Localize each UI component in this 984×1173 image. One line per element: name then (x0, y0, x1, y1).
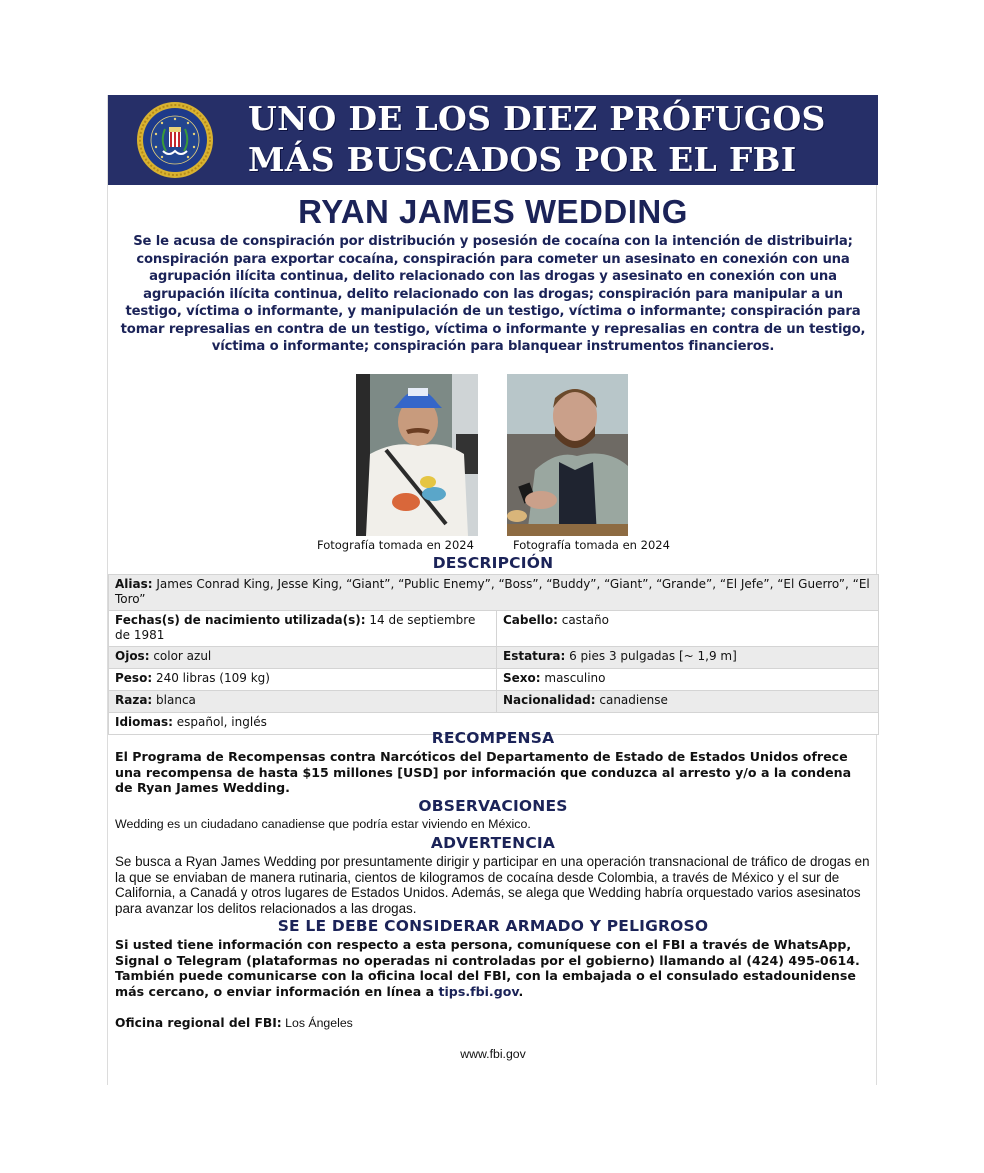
eyes-label: Ojos: (115, 649, 150, 663)
wanted-poster (107, 95, 877, 1085)
hair-cell (497, 611, 879, 647)
sex-label: Sexo: (503, 671, 541, 685)
eyes-value: color azul (149, 649, 212, 663)
height-value: 6 pies 3 pulgadas [~ 1,9 m] (565, 649, 737, 663)
fugitive-name: RYAN JAMES WEDDING (298, 193, 688, 230)
nationality-cell (497, 691, 879, 713)
field-office (115, 1016, 353, 1030)
sex-cell (497, 669, 879, 691)
hair-value: castaño (557, 613, 609, 627)
birth-label: Fechas(s) de nacimiento utilizada(s): (115, 613, 366, 627)
race-cell (109, 691, 497, 713)
tips-link[interactable]: tips.fbi.gov (438, 984, 519, 1000)
charges-text: Se le acusa de conspiración por distribución y posesión de cocaína con la intención de distribuirla; conspiración para exportar cocaína, conspiración para cometer un asesinato en conexión con una agrupación ilícita continua, delito relacionado con las drogas y asesinato en conexión con una agrupación ilícita continua, delito relacionado con las drogas; conspiración para manipular a un testigo, víctima o informante, y manipulación de un testigo, víctima o informante; conspiración para tomar represalias en contra de un testigo, víctima o informante y represalias en contra de un testigo, víctima o informante; conspiración para blanquear instrumentos financieros. (120, 234, 866, 354)
fbi-website-link[interactable]: www.fbi.gov (460, 1047, 526, 1061)
banner-title-line-2: MÁS BUSCADOS POR EL FBI (248, 140, 797, 179)
table-row (109, 575, 879, 611)
field-office-label: Oficina regional del FBI: (115, 1016, 282, 1030)
alias-value: James Conrad King, Jesse King, “Giant”, “Public Enemy”, “Boss”, “Buddy”, “Giant”, “Grande”, “El Jefe”, “El Guerro”, “El Toro” (115, 577, 870, 606)
table-row (109, 669, 879, 691)
eyes-cell (109, 647, 497, 669)
contact-text (115, 937, 873, 1000)
header-banner (108, 95, 878, 185)
armed-dangerous-title: SE LE DEBE CONSIDERAR ARMADO Y PELIGROSO (277, 917, 709, 935)
race-value: blanca (152, 693, 196, 707)
caution-text: Se busca a Ryan James Wedding por presuntamente dirigir y participar en una operación transnacional de tráfico de drogas en la que se enviaban de manera rutinaria, cientos de kilogramos de cocaína desde Colombia, a través de México y el sur de California, a Canadá y otros lugares de Estados Unidos. Además, se alega que Wedding habría orquestado varios asesinatos para avanzar los delitos relacionados a las drogas. (115, 854, 870, 917)
table-row (109, 691, 879, 713)
remarks-title: OBSERVACIONES (418, 797, 568, 815)
contact-text-body: Si usted tiene información con respecto a esta persona, comuníquese con el FBI a través de WhatsApp, Signal o Telegram (plataformas no operadas ni controladas por el gobierno) llamando al (424) 495-0614. También puede comunicarse con la oficina local del FBI, con la embajada o el consulado estadounidense más cercano, o enviar información en línea a (115, 937, 860, 1000)
description-table (108, 574, 879, 735)
nationality-value: canadiense (595, 693, 668, 707)
banner-title (248, 98, 868, 180)
banner-title-line-1: UNO DE LOS DIEZ PRÓFUGOS (248, 99, 826, 138)
reward-title: RECOMPENSA (431, 729, 555, 747)
remarks-text: Wedding es un ciudadano canadiense que podría estar viviendo en México. (115, 817, 531, 831)
weight-value: 240 libras (109 kg) (152, 671, 270, 685)
hair-label: Cabello: (503, 613, 558, 627)
alias-cell (109, 575, 879, 611)
description-title: DESCRIPCIÓN (432, 554, 554, 572)
alias-label: Alias: (115, 577, 153, 591)
photo-1-caption: Fotografía tomada en 2024 (317, 538, 474, 552)
race-label: Raza: (115, 693, 153, 707)
fugitive-photo-2 (507, 374, 628, 536)
languages-label: Idiomas: (115, 715, 173, 729)
photo-2-caption: Fotografía tomada en 2024 (513, 538, 670, 552)
weight-label: Peso: (115, 671, 153, 685)
reward-text: El Programa de Recompensas contra Narcóticos del Departamento de Estado de Estados Unidos ofrece una recompensa de hasta $15 millones [USD] por información que conduzca al arresto y/o a la condena de Ryan James Wedding. (115, 749, 852, 796)
fbi-seal-icon (136, 101, 214, 179)
height-cell (497, 647, 879, 669)
nationality-label: Nacionalidad: (503, 693, 596, 707)
sex-value: masculino (540, 671, 606, 685)
birth-value: 14 de septiembre de 1981 (115, 613, 476, 642)
birth-cell (109, 611, 497, 647)
field-office-value: Los Ángeles (281, 1016, 353, 1030)
caution-title: ADVERTENCIA (430, 834, 556, 852)
table-row (109, 611, 879, 647)
weight-cell (109, 669, 497, 691)
fugitive-photo-1 (356, 374, 478, 536)
languages-value: español, inglés (172, 715, 267, 729)
height-label: Estatura: (503, 649, 566, 663)
table-row (109, 647, 879, 669)
contact-text-end: . (518, 984, 524, 1000)
